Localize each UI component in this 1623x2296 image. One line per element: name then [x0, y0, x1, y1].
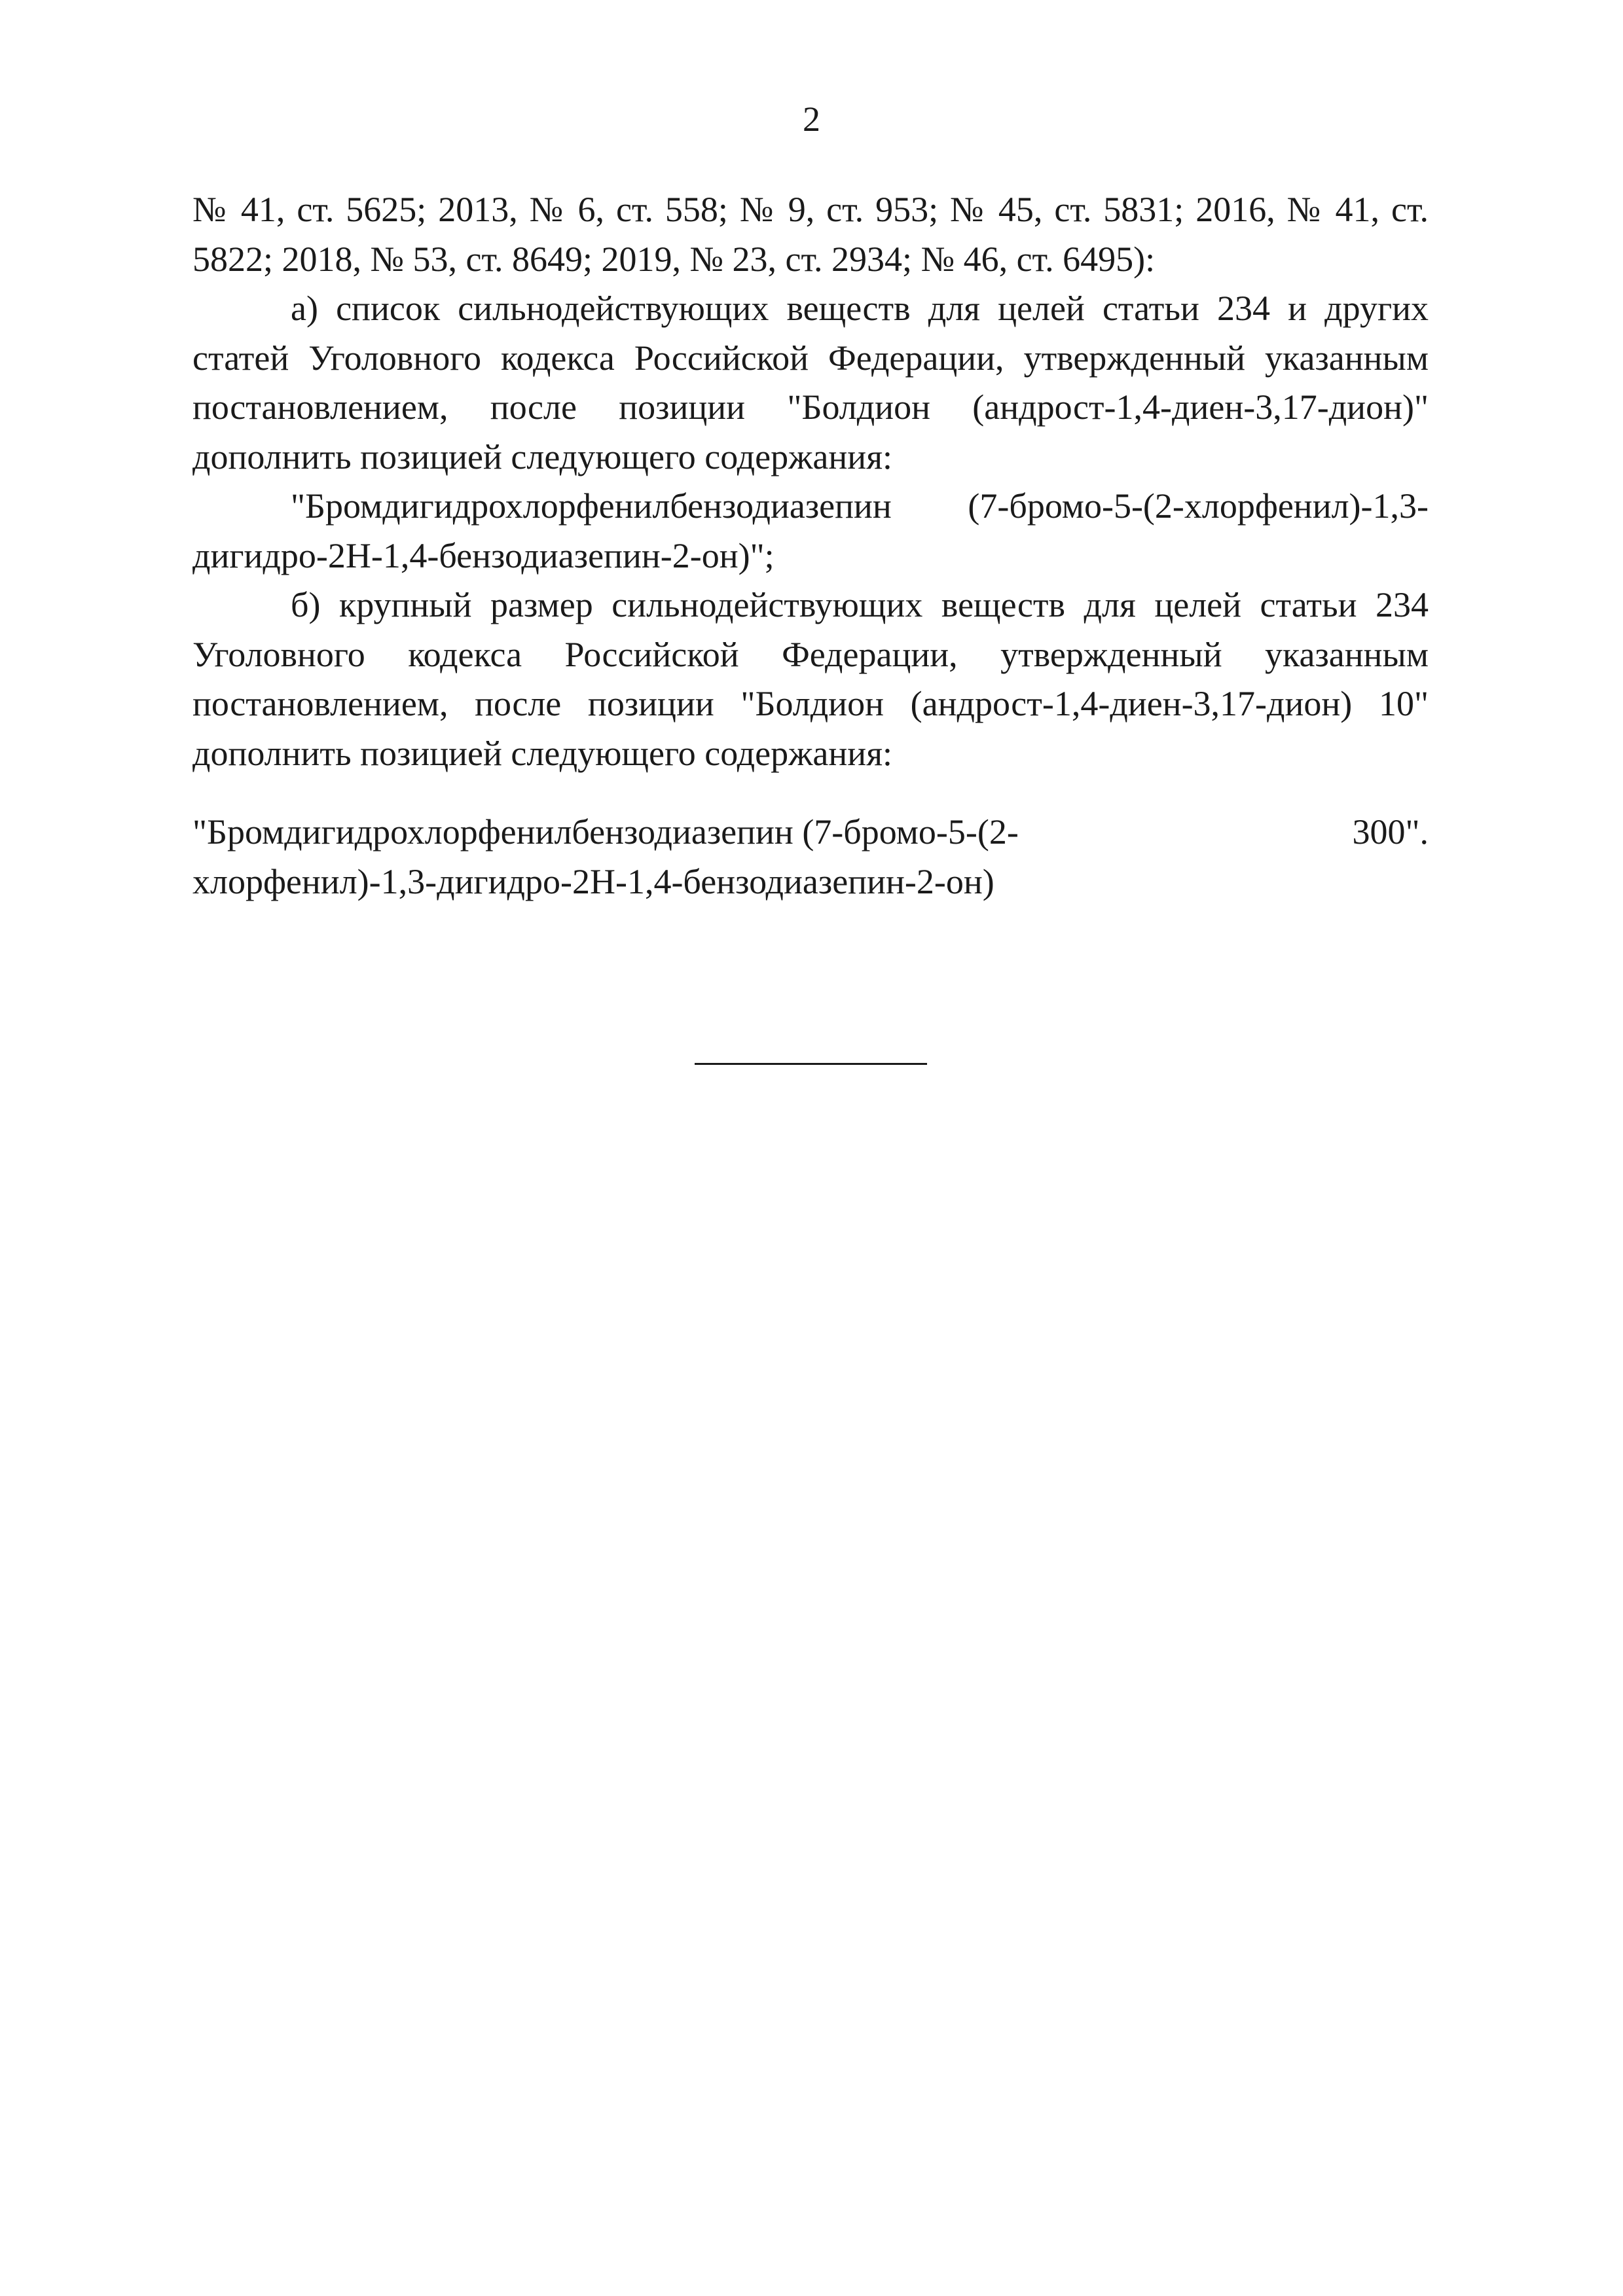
paragraph-item-a-insertion: "Бромдигидрохлорфенилбензодиазепин (7-бромо-5-(2-хлорфенил)-1,3-дигидро-2Н-1,4-бензодиазепин-2-он)";: [192, 486, 1429, 575]
page-number: 2: [803, 99, 820, 139]
paragraph-item-b: б) крупный размер сильнодействующих веществ для целей статьи 234 Уголовного кодекса Российской Федерации, утвержденный указанным постановлением, после позиции "Болдион (андрост-1,4-диен-3,17-дион) 10" дополнить позицией следующего содержания:: [192, 585, 1429, 773]
substance-amount: 300".: [1352, 812, 1429, 852]
end-divider: [695, 1063, 927, 1065]
substance-name: "Бромдигидрохлорфенилбензодиазепин (7-бромо-5-(2-хлорфенил)-1,3-дигидро-2Н-1,4-бензодиазепин-2-он): [192, 812, 1019, 901]
document-body: [192, 185, 1429, 906]
paragraph-citation-continuation: № 41, ст. 5625; 2013, № 6, ст. 558; № 9, ст. 953; № 45, ст. 5831; 2016, № 41, ст. 5822; 2018, № 53, ст. 8649; 2019, № 23, ст. 2934; № 46, ст. 6495):: [192, 190, 1429, 279]
table-row: [192, 808, 1429, 906]
paragraph-item-a: а) список сильнодействующих веществ для целей статьи 234 и других статей Уголовного кодекса Российской Федерации, утвержденный указанным постановлением, после позиции "Болдион (андрост-1,4-диен-3,17-дион)" дополнить позицией следующего содержания:: [192, 289, 1429, 476]
